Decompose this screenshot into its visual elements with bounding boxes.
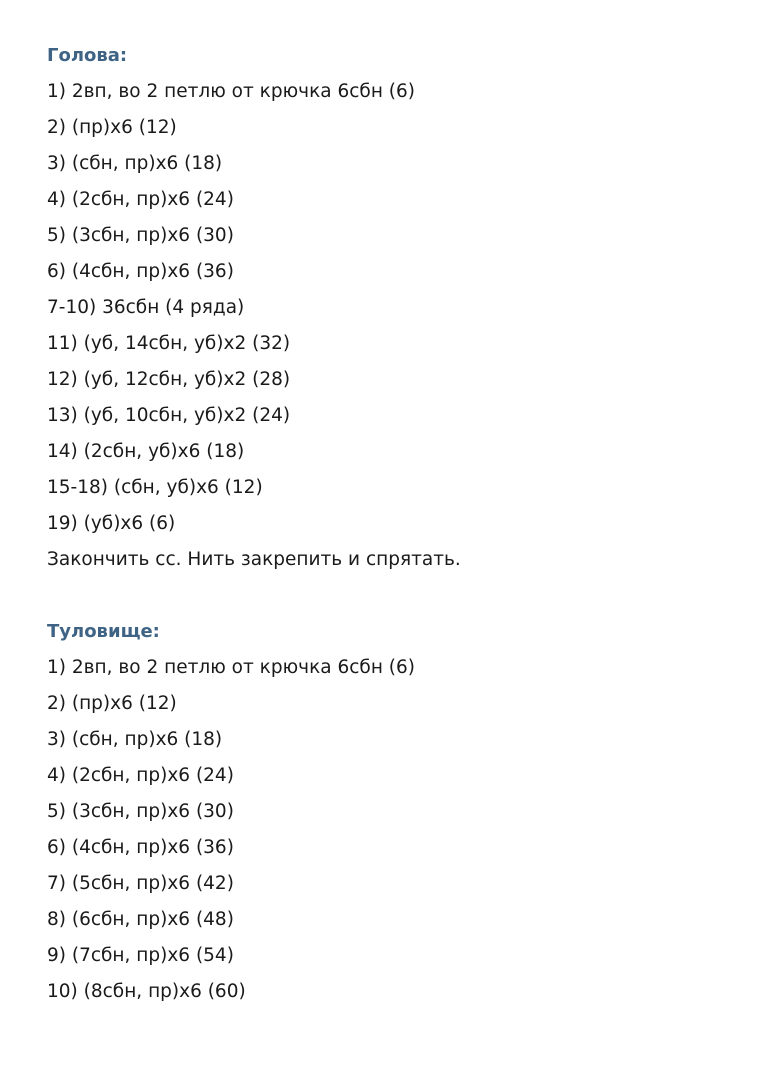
section-title-head: Голова: (47, 45, 128, 66)
row-3: 3) (сбн, пр)х6 (18) (47, 153, 223, 174)
row-7-10: 7-10) 36сбн (4 ряда) (47, 297, 245, 318)
section-body (47, 620, 737, 1004)
row-8: 8) (6сбн, пр)х6 (48) (47, 909, 234, 930)
finish-instruction: Закончить сс. Нить закрепить и спрятать. (47, 549, 461, 570)
row-9: 9) (7сбн, пр)х6 (54) (47, 945, 234, 966)
row-10: 10) (8сбн, пр)х6 (60) (47, 981, 246, 1002)
row-7: 7) (5сбн, пр)х6 (42) (47, 873, 234, 894)
row-6: 6) (4сбн, пр)х6 (36) (47, 837, 234, 858)
section-head (47, 44, 737, 572)
row-19: 19) (уб)х6 (6) (47, 513, 176, 534)
row-5: 5) (3сбн, пр)х6 (30) (47, 801, 234, 822)
row-2: 2) (пр)х6 (12) (47, 693, 177, 714)
row-3: 3) (сбн, пр)х6 (18) (47, 729, 223, 750)
section-title-body: Туловище: (47, 621, 160, 642)
row-13: 13) (уб, 10сбн, уб)х2 (24) (47, 405, 291, 426)
row-1: 1) 2вп, во 2 петлю от крючка 6сбн (6) (47, 657, 416, 678)
row-4: 4) (2сбн, пр)х6 (24) (47, 189, 234, 210)
row-12: 12) (уб, 12сбн, уб)х2 (28) (47, 369, 291, 390)
row-11: 11) (уб, 14сбн, уб)х2 (32) (47, 333, 291, 354)
section-spacer (47, 584, 737, 620)
row-4: 4) (2сбн, пр)х6 (24) (47, 765, 234, 786)
row-5: 5) (3сбн, пр)х6 (30) (47, 225, 234, 246)
row-1: 1) 2вп, во 2 петлю от крючка 6сбн (6) (47, 81, 416, 102)
row-2: 2) (пр)х6 (12) (47, 117, 177, 138)
document-page (47, 44, 737, 1016)
row-15-18: 15-18) (сбн, уб)х6 (12) (47, 477, 263, 498)
row-14: 14) (2сбн, уб)х6 (18) (47, 441, 245, 462)
row-6: 6) (4сбн, пр)х6 (36) (47, 261, 234, 282)
